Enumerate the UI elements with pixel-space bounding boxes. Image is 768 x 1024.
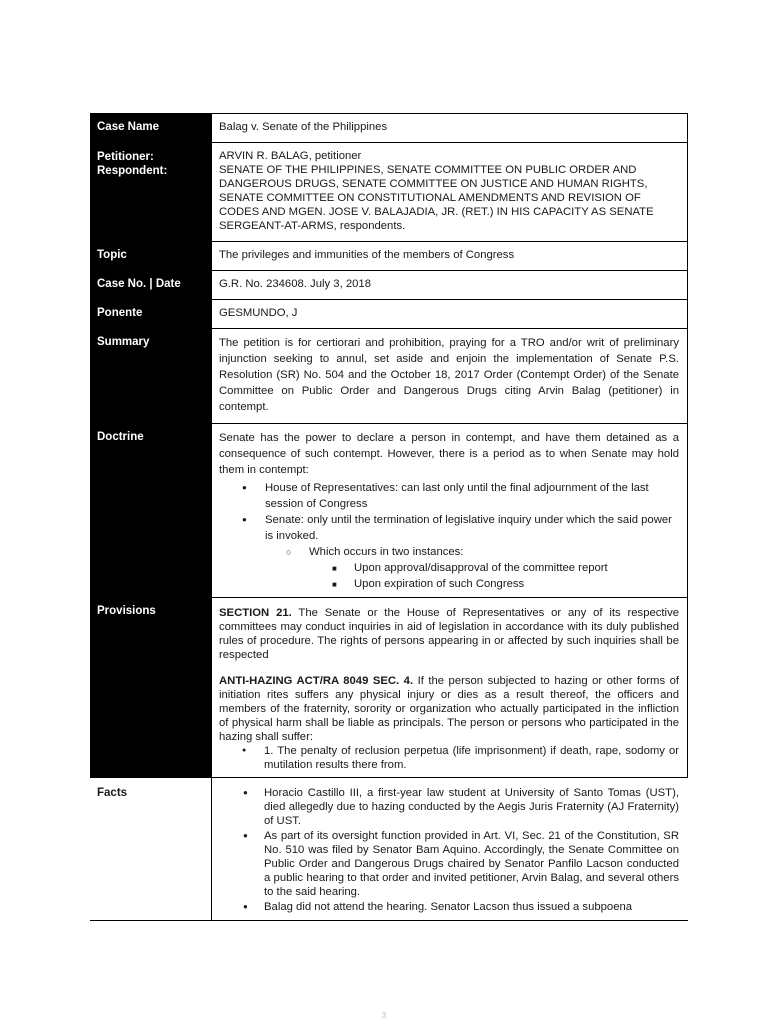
page-number: 3 xyxy=(381,1011,387,1020)
provision-anti-hazing-title: ANTI-HAZING ACT/RA 8049 SEC. 4. xyxy=(219,675,414,687)
topic-label: Topic xyxy=(91,242,212,271)
doctrine-sub-item-text: Which occurs in two instances: xyxy=(309,546,464,558)
summary-value: The petition is for certiorari and prohibition, praying for a TRO and/or writ of preliminary injunction seeking to annul, set aside and enjoin the implementation of Senate P.S. Resolution (SR) No. 504 and the October 18, 2017 Order (Contempt Order) of the Senate Committee on Public Order and Dangerous Drugs citing Arvin Balag (petitioner) in contempt. xyxy=(212,329,688,424)
facts-item-text: As part of its oversight function provided in Art. VI, Sec. 21 of the Constitution, SR No. 510 was filed by Senator Bam Aquino. Accordingly, the Senate Committee on Public Order and Dangerous Drugs chaired by Senator Panfilo Lacson conducted a public hearing to that order and invited petitioner, Arvin Balag, and several others to the said hearing. xyxy=(264,829,679,899)
facts-section xyxy=(90,778,688,921)
provision-section-21-title: SECTION 21. xyxy=(219,607,292,619)
facts-list xyxy=(219,786,679,914)
facts-item-text: Horacio Castillo III, a first-year law student at University of Santo Tomas (UST), died allegedly due to hazing conducted by the Aegis Juris Fraternity (AJ Fraternity) of UST. xyxy=(264,787,679,828)
doctrine-bullet-house-text: House of Representatives: can last only until the final adjournment of the last session of Congress xyxy=(265,482,649,510)
doctrine-bullet-senate-text: Senate: only until the termination of legislative inquiry under which the said power is invoked. xyxy=(265,514,672,542)
facts-label: Facts xyxy=(97,787,128,799)
facts-item xyxy=(219,900,679,914)
provision-penalty-item-text: 1. The penalty of reclusion perpetua (life imprisonment) if death, rape, sodomy or mutilation results there from. xyxy=(264,745,679,771)
doctrine-sub-item xyxy=(219,544,679,560)
case-digest-table xyxy=(90,113,688,778)
row-parties xyxy=(91,143,688,242)
parties-label: Petitioner: Respondent: xyxy=(91,143,212,242)
case-no-value: G.R. No. 234608. July 3, 2018 xyxy=(212,271,688,300)
facts-body xyxy=(219,786,679,914)
row-case-name xyxy=(91,114,688,143)
row-doctrine xyxy=(91,424,688,598)
provision-anti-hazing-text: If the person subjected to hazing or other forms of initiation rites suffers any physical injury or dies as a result thereof, the officers and members of the fraternity, sorority or organization who actually participated in the infliction of physical harm shall be liable as principals. The person or persons who participated in the hazing shall suffer: xyxy=(219,675,679,743)
doctrine-subsub-item-text: Upon approval/disapproval of the committee report xyxy=(354,562,608,574)
doctrine-intro: Senate has the power to declare a person in contempt, and have them detained as a consequence of such contempt. However, there is a period as to when Senate may hold them in contempt: xyxy=(219,432,679,476)
provision-penalty-item xyxy=(219,744,679,772)
row-ponente xyxy=(91,300,688,329)
doctrine-bullet-senate xyxy=(219,512,679,544)
doctrine-subsub-item xyxy=(219,560,679,576)
parties-value: ARVIN R. BALAG, petitioner SENATE OF THE PHILIPPINES, SENATE COMMITTEE ON PUBLIC ORDER AND DANGEROUS DRUGS, SENATE COMMITTEE ON JUSTICE AND HUMAN RIGHTS, SENATE COMMITTEE ON CONSTITUTIONAL AMENDMENTS AND REVISION OF CODES AND MGEN. JOSE V. BALAJADIA, JR. (RET.) IN HIS CAPACITY AS SENATE SERGEANT-AT-ARMS, respondents. xyxy=(212,143,688,242)
doctrine-subsub-item xyxy=(219,576,679,592)
provision-section-21-text: The Senate or the House of Representatives or any of its respective committees may conduct inquiries in aid of legislation in accordance with its duly published rules of procedure. The rights of persons appearing in or affected by such inquiries shall be respected xyxy=(219,607,680,661)
ponente-value: GESMUNDO, J xyxy=(212,300,688,329)
provision-section-21 xyxy=(219,606,679,662)
case-no-label: Case No. | Date xyxy=(91,271,212,300)
facts-item-text: Balag did not attend the hearing. Senator Lacson thus issued a subpoena xyxy=(264,900,633,913)
ponente-label: Ponente xyxy=(91,300,212,329)
doctrine-list xyxy=(219,480,679,544)
facts-item xyxy=(219,786,679,829)
provisions-value xyxy=(212,598,688,778)
facts-item xyxy=(219,829,679,900)
row-summary xyxy=(91,329,688,424)
row-case-no xyxy=(91,271,688,300)
provision-penalty-list xyxy=(219,744,679,772)
row-topic xyxy=(91,242,688,271)
case-name-label: Case Name xyxy=(91,114,212,143)
doctrine-value xyxy=(212,424,688,598)
provisions-label: Provisions xyxy=(91,598,212,778)
doctrine-subsub-item-text: Upon expiration of such Congress xyxy=(354,578,525,590)
summary-label: Summary xyxy=(91,329,212,424)
case-name-value: Balag v. Senate of the Philippines xyxy=(212,114,688,143)
doctrine-bullet-house xyxy=(219,480,679,512)
facts-divider xyxy=(211,778,212,921)
doctrine-subsublist xyxy=(219,560,679,592)
topic-value: The privileges and immunities of the members of Congress xyxy=(212,242,688,271)
doctrine-sublist xyxy=(219,544,679,560)
provision-anti-hazing xyxy=(219,674,679,744)
row-provisions xyxy=(91,598,688,778)
doctrine-label: Doctrine xyxy=(91,424,212,598)
